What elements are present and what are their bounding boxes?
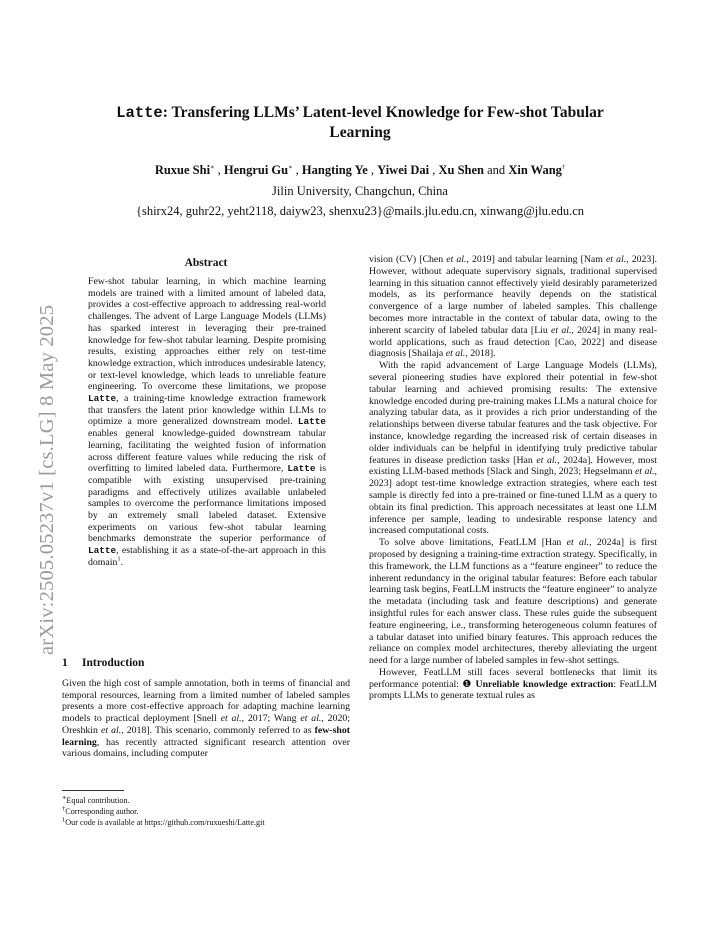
body-paragraph: With the rapid advancement of Large Language Models (LLMs), several pioneering studies have explored their potential in few-shot tabular learning and achieved promising results: The extensive knowledge encoded during pre-training makes LLMs a natural choice for analyzing tabular data, as it provides a rich prior understanding of the relationships between diverse tabular features and the task objective. For instance, knowledge regarding the increased risk of certain diseases in older individuals can be helpful in identifying truly predictive tabular features in disease prediction tasks [Han et al., 2024a]. However, most existing LLM-based methods [Slack and Singh, 2023; Hegselmann et al., 2023] adopt test-time knowledge extraction strategies, where each test sample is directly fed into a pre-trained or fine-tuned LLM as a query to obtain its final prediction. This approach necessitates at least one LLM inference per sample, leading to undesirable response latency and increased computational costs. [369, 360, 657, 537]
section-number: 1 [62, 657, 68, 669]
arxiv-identifier: arXiv:2505.05237v1 [cs.LG] 8 May 2025 [36, 304, 58, 655]
abstract-body: Few-shot tabular learning, in which machine learning models are trained with a limited amount of labeled data, provides a cost-effective approach to addressing real-world challenges. The advent of Large Language Models (LLMs) has sparked interest in leveraging their pre-trained knowledge for few-shot tabular learning. Despite promising results, existing approaches either rely on test-time knowledge extraction, which introduces undesirable latency, or text-level knowledge, which leads to unreliable feature engineering. To overcome these limitations, we propose Latte, a training-time knowledge extraction framework that transfers the latent prior knowledge within LLMs to optimize a more generalized downstream model. Latte enables general knowledge-guided downstream tabular learning, facilitating the weighted fusion of information across different feature values while reducing the risk of overfitting to limited labeled data. Furthermore, Latte is compatible with existing unsupervised pre-training paradigms and effectively utilizes available unlabeled samples to overcome the performance limitations imposed by an extremely small labeled dataset. Extensive experiments on various few-shot tabular learning benchmarks demonstrate the superior performance of Latte, establishing it as a state-of-the-art approach in this domain$^1$. [88, 276, 327, 568]
author-name: Xu Shen [438, 163, 484, 177]
author-name: Ruxue Shi [154, 163, 211, 177]
author-mark: ∗ [210, 163, 215, 171]
author-name: Yiwei Dai [377, 163, 430, 177]
abstract-heading: Abstract [184, 257, 228, 269]
author-mark: † [561, 163, 566, 171]
section-title: Introduction [82, 657, 145, 669]
paper-title [90, 103, 630, 143]
author-list: Ruxue Shi∗ , Hengrui Gu∗ , Hangting Ye , Yiwei Dai , Xu Shen and Xin Wang† [154, 163, 566, 177]
body-paragraph: To solve above limitations, FeatLLM [Han et al., 2024a] is first proposed by designing a training-time extraction strategy. Specifically, in this framework, the LLM functions as a “feature engineer” to reduce the inherent redundancy in the original tabular features: Before each tabular learning task begins, FeatLLM instructs the “feature engineer” to analyze the metadata (including task and feature descriptions) and generate insightful rules for each answer class. These rules guide the subsequent feature engineering, i.e., transforming heterogeneous column features of a tabular dataset into unified binary features. This approach reduces the reliance on complex model architectures, thereby alleviating the urgent need for a large number of labeled samples in few-shot settings. [369, 537, 657, 667]
author-mark: ∗ [288, 163, 293, 171]
section-heading [62, 657, 144, 669]
author-conjunction: and [487, 163, 506, 177]
footnote-marker: 1 [117, 555, 121, 563]
term-few-shot-learning: few-shot learning [62, 724, 350, 748]
system-name: Latte [297, 416, 326, 428]
author-emails: {shirx24, guhr22, yeht2118, daiyw23, shenxu23}@mails.jlu.edu.cn, xinwang@jlu.edu.cn [135, 204, 585, 218]
footnote-corresponding: †Corresponding author. [62, 805, 139, 816]
intro-paragraph: Given the high cost of sample annotation, both in terms of financial and temporal resources, learning from a limited number of labeled samples presents a more cost-effective approach for adapting machine learning models to practical deployment [Snell et al., 2017; Wang et al., 2020; Oreshkin et al., 2018]. This scenario, commonly referred to as few-shot learning, has recently attracted significant research attention over various domains, including computer [62, 678, 350, 760]
author-name: Hangting Ye [301, 163, 368, 177]
footnote-rule [62, 790, 124, 791]
body-paragraph: vision (CV) [Chen et al., 2019] and tabular learning [Nam et al., 2023]. However, without adequate supervisory signals, traditional supervised learning in this situation cannot effectively yield desirably parameterized models, as its performance heavily depends on the statistical convergence of a large number of labeled samples. This challenge becomes more intractable in the context of tabular data, owing to the inherent scarcity of labeled tabular data [Liu et al., 2024] in many real-world applications, such as fraud detection [Cao, 2022] and disease diagnosis [Shailaja et al., 2018]. [369, 254, 657, 360]
footnotes [62, 795, 352, 828]
title-system-name: Latte [116, 104, 163, 122]
author-name: Hengrui Gu [223, 163, 289, 177]
footnote-equal: ∗Equal contribution. [62, 794, 130, 805]
footnote-code: $^1$Our code is available at https://github.com/ruxueshi/Latte.git [62, 816, 265, 827]
title-text: : Transfering LLMs’ Latent-level Knowledge for Few-shot Tabular Learning [162, 104, 604, 141]
affiliation: Jilin University, Changchun, China [272, 184, 448, 198]
system-name: Latte [287, 463, 316, 475]
system-name: Latte [88, 393, 117, 405]
right-column [369, 254, 657, 702]
body-paragraph: However, FeatLLM still faces several bottlenecks that limit its performance potential: ❶ Unreliable knowledge extraction: FeatLLM prompts LLMs to generate textual rules as [369, 666, 657, 702]
author-name: Xin Wang [508, 163, 562, 177]
circled-number-one: ❶ [462, 678, 473, 690]
system-name: Latte [88, 545, 117, 557]
